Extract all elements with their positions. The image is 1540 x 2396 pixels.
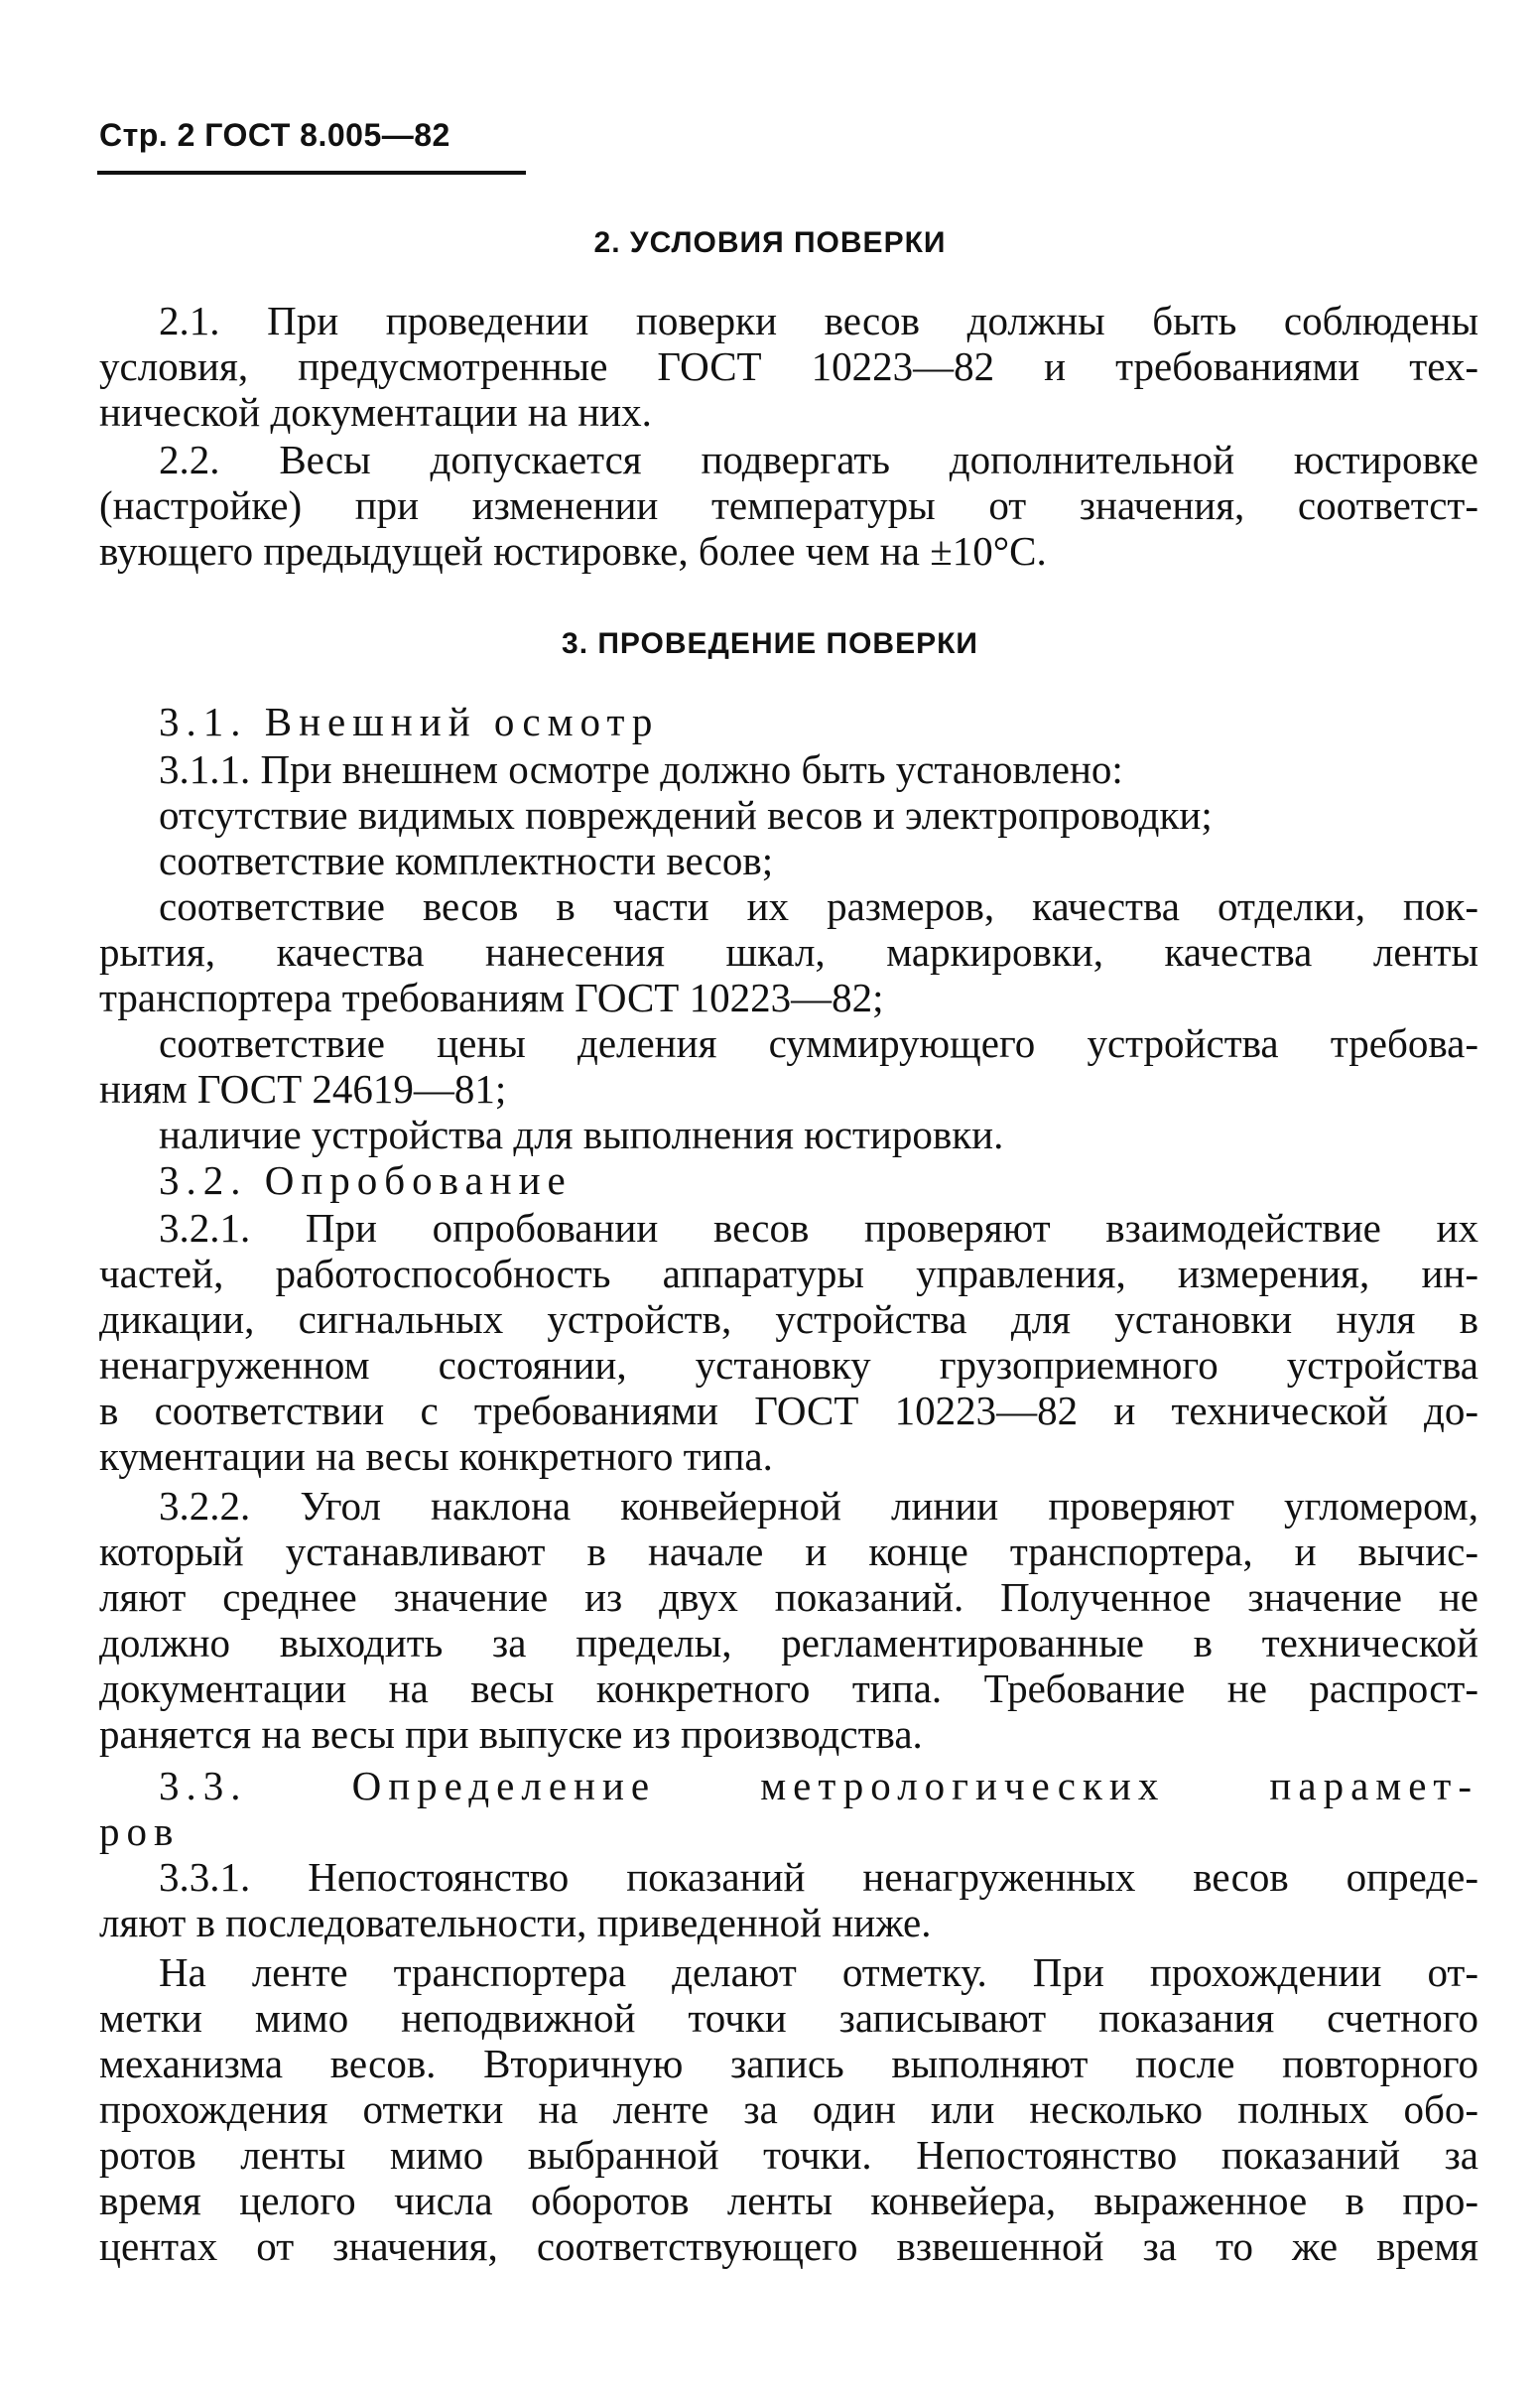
text-line: 3.2.2. Угол наклона конвейерной линии проверяют угломером, [159, 1483, 1478, 1529]
text-line: 3.1.1. При внешнем осмотре должно быть установлено: [159, 746, 1123, 792]
text-line: ляют среднее значение из двух показаний. Полученное значение не [99, 1574, 1478, 1620]
subsection-heading: 3.3. Определение метрологических парамет- [159, 1763, 1478, 1808]
text-line: наличие устройства для выполнения юстировки. [159, 1112, 1004, 1157]
text-line: раняется на весы при выпуске из производства. [99, 1711, 923, 1757]
text-line: центах от значения, соответствующего взвешенной за то же время [99, 2223, 1478, 2269]
text-line: соответствие комплектности весов; [159, 838, 774, 883]
section-3-title: 3. ПРОВЕДЕНИЕ ПОВЕРКИ [562, 627, 978, 660]
subsection-heading: 3.1. Внешний осмотр [159, 699, 660, 744]
text-line: условия, предусмотренные ГОСТ 10223—82 и требованиями тех- [99, 343, 1478, 389]
text-line: ненагруженном состоянии, установку грузоприемного устройства [99, 1342, 1478, 1388]
text-line: 3.2.1. При опробовании весов проверяют взаимодействие их [159, 1205, 1478, 1251]
text-line: частей, работоспособность аппаратуры управления, измерения, ин- [99, 1251, 1478, 1296]
text-line: 3.3.1. Непостоянство показаний ненагруженных весов опреде- [159, 1854, 1478, 1900]
text-line: транспортера требованиям ГОСТ 10223—82; [99, 975, 884, 1020]
text-line: который устанавливают в начале и конце транспортера, и вычис- [99, 1529, 1478, 1574]
text-line: 2.2. Весы допускается подвергать дополнительной юстировке [159, 437, 1478, 482]
text-line: нической документации на них. [99, 389, 652, 435]
text-line: метки мимо неподвижной точки записывают показания счетного [99, 1995, 1478, 2041]
text-line: время целого числа оборотов ленты конвейера, выраженное в про- [99, 2178, 1478, 2223]
text-line: кументации на весы конкретного типа. [99, 1433, 773, 1479]
text-line: должно выходить за пределы, регламентированные в технической [99, 1620, 1478, 1665]
text-line: соответствие цены деления суммирующего устройства требова- [159, 1020, 1478, 1066]
text-line: На ленте транспортера делают отметку. При прохождении от- [159, 1949, 1478, 1995]
text-line: (настройке) при изменении температуры от значения, соответст- [99, 482, 1478, 528]
text-line: ротов ленты мимо выбранной точки. Непостоянство показаний за [99, 2132, 1478, 2178]
text-line: ляют в последовательности, приведенной ниже. [99, 1900, 932, 1945]
text-line: дикации, сигнальных устройств, устройства для установки нуля в [99, 1296, 1478, 1342]
subsection-heading: 3.2. Опробование [159, 1157, 573, 1203]
subsection-heading-continued: ров [99, 1808, 181, 1854]
text-line: рытия, качества нанесения шкал, маркировки, качества ленты [99, 929, 1478, 975]
text-line: механизма весов. Вторичную запись выполняют после повторного [99, 2041, 1478, 2086]
header-rule [97, 171, 526, 175]
text-line: вующего предыдущей юстировке, более чем на ±10°С. [99, 528, 1047, 574]
text-line: отсутствие видимых повреждений весов и электропроводки; [159, 792, 1213, 838]
text-line: в соответствии с требованиями ГОСТ 10223—82 и технической до- [99, 1388, 1478, 1433]
page-header: Стр. 2 ГОСТ 8.005—82 [99, 117, 450, 153]
text-line: 2.1. При проведении поверки весов должны быть соблюдены [159, 298, 1478, 343]
text-line: ниям ГОСТ 24619—81; [99, 1066, 507, 1112]
text-line: документации на весы конкретного типа. Требование не распрост- [99, 1665, 1478, 1711]
section-2-title: 2. УСЛОВИЯ ПОВЕРКИ [593, 226, 947, 259]
text-line: соответствие весов в части их размеров, качества отделки, пок- [159, 883, 1478, 929]
text-line: прохождения отметки на ленте за один или несколько полных обо- [99, 2086, 1478, 2132]
